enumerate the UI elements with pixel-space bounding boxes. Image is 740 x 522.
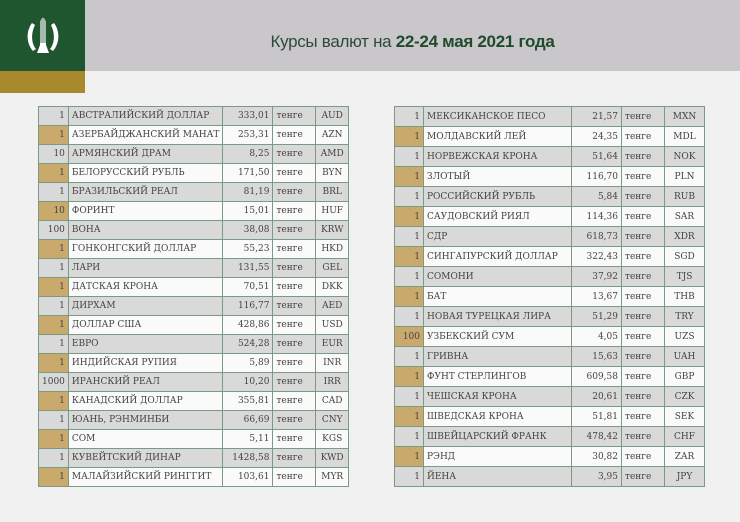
rate: 103,61 [223, 468, 273, 487]
table-row [395, 367, 705, 387]
unit: тенге [273, 297, 316, 316]
currency-code: BYN [316, 164, 349, 183]
unit: тенге [273, 107, 316, 126]
currency-code: AUD [316, 107, 349, 126]
table-row [395, 147, 705, 167]
nominal: 1 [395, 207, 424, 227]
rate: 333,01 [223, 107, 273, 126]
rate: 30,82 [572, 447, 622, 467]
rate: 70,51 [223, 278, 273, 297]
nominal: 1 [39, 335, 69, 354]
table-row [39, 411, 349, 430]
table-row [395, 107, 705, 127]
gold-strip [0, 71, 85, 93]
currency-name: ДОЛЛАР США [68, 316, 223, 335]
rate: 322,43 [572, 247, 622, 267]
unit: тенге [622, 167, 665, 187]
unit: тенге [273, 240, 316, 259]
unit: тенге [622, 187, 665, 207]
currency-code: EUR [316, 335, 349, 354]
nominal: 1 [39, 164, 69, 183]
nominal: 1 [395, 427, 424, 447]
currency-name: БАТ [424, 287, 572, 307]
table-row [395, 167, 705, 187]
table-row [395, 287, 705, 307]
currency-code: KGS [316, 430, 349, 449]
rate: 131,55 [223, 259, 273, 278]
nominal: 1000 [39, 373, 69, 392]
currency-name: ЧЕШСКАЯ КРОНА [424, 387, 572, 407]
table-row [39, 240, 349, 259]
currency-name: ИНДИЙСКАЯ РУПИЯ [68, 354, 223, 373]
table-row [395, 207, 705, 227]
rate: 355,81 [223, 392, 273, 411]
nominal: 1 [395, 127, 424, 147]
currency-name: РОССИЙСКИЙ РУБЛЬ [424, 187, 572, 207]
unit: тенге [622, 427, 665, 447]
currency-name: СИНГАПУРСКИЙ ДОЛЛАР [424, 247, 572, 267]
currency-name: МЕКСИКАНСКОЕ ПЕСО [424, 107, 572, 127]
nominal: 1 [39, 278, 69, 297]
unit: тенге [622, 127, 665, 147]
table-row [395, 447, 705, 467]
currency-name: АВСТРАЛИЙСКИЙ ДОЛЛАР [68, 107, 223, 126]
currency-name: МОЛДАВСКИЙ ЛЕЙ [424, 127, 572, 147]
table-row [395, 227, 705, 247]
table-row [39, 107, 349, 126]
nominal: 1 [39, 392, 69, 411]
rate: 609,58 [572, 367, 622, 387]
rate: 1428,58 [223, 449, 273, 468]
table-row [395, 247, 705, 267]
page-title: Курсы валют на 22-24 мая 2021 года [270, 32, 555, 51]
rate: 478,42 [572, 427, 622, 447]
nominal: 1 [395, 307, 424, 327]
currency-code: CHF [665, 427, 705, 447]
currency-name: ШВЕЙЦАРСКИЙ ФРАНК [424, 427, 572, 447]
rate: 15,63 [572, 347, 622, 367]
unit: тенге [622, 367, 665, 387]
currency-code: CAD [316, 392, 349, 411]
nominal: 1 [395, 107, 424, 127]
nominal: 1 [39, 430, 69, 449]
currency-name: ДИРХАМ [68, 297, 223, 316]
currency-code: PLN [665, 167, 705, 187]
table-row [395, 187, 705, 207]
currency-name: БЕЛОРУССКИЙ РУБЛЬ [68, 164, 223, 183]
currency-name: ГОНКОНГСКИЙ ДОЛЛАР [68, 240, 223, 259]
table-row [39, 430, 349, 449]
nominal: 1 [39, 107, 69, 126]
unit: тенге [622, 327, 665, 347]
currency-code: THB [665, 287, 705, 307]
logo [0, 0, 85, 71]
currency-code: UAH [665, 347, 705, 367]
nominal: 1 [39, 449, 69, 468]
rate: 5,11 [223, 430, 273, 449]
unit: тенге [622, 147, 665, 167]
currency-code: DKK [316, 278, 349, 297]
currency-code: JPY [665, 467, 705, 487]
rate: 428,86 [223, 316, 273, 335]
table-row [39, 221, 349, 240]
unit: тенге [273, 468, 316, 487]
currency-name: РЭНД [424, 447, 572, 467]
table-row [39, 449, 349, 468]
rate: 66,69 [223, 411, 273, 430]
unit: тенге [273, 373, 316, 392]
rate: 37,92 [572, 267, 622, 287]
currency-code: TJS [665, 267, 705, 287]
nominal: 1 [395, 447, 424, 467]
currency-name: ВОНА [68, 221, 223, 240]
unit: тенге [273, 221, 316, 240]
currency-name: АРМЯНСКИЙ ДРАМ [68, 145, 223, 164]
currency-code: AZN [316, 126, 349, 145]
unit: тенге [622, 227, 665, 247]
rate: 3,95 [572, 467, 622, 487]
unit: тенге [622, 287, 665, 307]
currency-code: INR [316, 354, 349, 373]
unit: тенге [273, 354, 316, 373]
currency-name: ЮАНЬ, РЭНМИНБИ [68, 411, 223, 430]
table-row [39, 126, 349, 145]
unit: тенге [622, 207, 665, 227]
table-row [395, 267, 705, 287]
unit: тенге [273, 316, 316, 335]
currency-name: АЗЕРБАЙДЖАНСКИЙ МАНАТ [68, 126, 223, 145]
currency-code: AED [316, 297, 349, 316]
currency-code: MYR [316, 468, 349, 487]
nominal: 1 [39, 259, 69, 278]
unit: тенге [273, 278, 316, 297]
nominal: 1 [395, 387, 424, 407]
rate: 55,23 [223, 240, 273, 259]
currency-code: CZK [665, 387, 705, 407]
table-row [39, 183, 349, 202]
currency-code: ZAR [665, 447, 705, 467]
rate: 38,08 [223, 221, 273, 240]
rate: 24,35 [572, 127, 622, 147]
currency-name: ФУНТ СТЕРЛИНГОВ [424, 367, 572, 387]
table-row [39, 202, 349, 221]
unit: тенге [622, 247, 665, 267]
nominal: 1 [395, 167, 424, 187]
currency-name: СОМОНИ [424, 267, 572, 287]
unit: тенге [273, 335, 316, 354]
currency-name: ГРИВНА [424, 347, 572, 367]
unit: тенге [273, 183, 316, 202]
table-row [39, 335, 349, 354]
rate: 51,29 [572, 307, 622, 327]
unit: тенге [273, 126, 316, 145]
rate: 51,64 [572, 147, 622, 167]
rate: 81,19 [223, 183, 273, 202]
nominal: 1 [39, 183, 69, 202]
unit: тенге [273, 202, 316, 221]
nominal: 1 [395, 147, 424, 167]
table-row [39, 354, 349, 373]
nominal: 1 [395, 467, 424, 487]
currency-code: SEK [665, 407, 705, 427]
table-row [395, 427, 705, 447]
rate: 116,70 [572, 167, 622, 187]
currency-name: ЙЕНА [424, 467, 572, 487]
table-row [39, 164, 349, 183]
unit: тенге [622, 267, 665, 287]
nominal: 1 [39, 411, 69, 430]
rate: 51,81 [572, 407, 622, 427]
nominal: 1 [39, 126, 69, 145]
rate: 8,25 [223, 145, 273, 164]
table-row [39, 316, 349, 335]
table-row [395, 467, 705, 487]
currency-name: ЗЛОТЫЙ [424, 167, 572, 187]
unit: тенге [273, 392, 316, 411]
currency-code: SGD [665, 247, 705, 267]
table-row [395, 127, 705, 147]
nominal: 100 [39, 221, 69, 240]
currency-code: KRW [316, 221, 349, 240]
unit: тенге [622, 347, 665, 367]
unit: тенге [622, 447, 665, 467]
rate: 5,89 [223, 354, 273, 373]
currency-code: KWD [316, 449, 349, 468]
currency-code: AMD [316, 145, 349, 164]
currency-code: SAR [665, 207, 705, 227]
table-row [39, 278, 349, 297]
rate: 4,05 [572, 327, 622, 347]
table-row [395, 327, 705, 347]
table-row [395, 387, 705, 407]
currency-code: HKD [316, 240, 349, 259]
unit: тенге [273, 145, 316, 164]
currency-code: MXN [665, 107, 705, 127]
unit: тенге [273, 164, 316, 183]
nominal: 10 [39, 202, 69, 221]
currency-code: XDR [665, 227, 705, 247]
rate: 524,28 [223, 335, 273, 354]
unit: тенге [622, 467, 665, 487]
currency-name: КУВЕЙТСКИЙ ДИНАР [68, 449, 223, 468]
rate: 5,84 [572, 187, 622, 207]
unit: тенге [622, 307, 665, 327]
table-row [39, 259, 349, 278]
table-row [395, 347, 705, 367]
rate: 114,36 [572, 207, 622, 227]
rates-table-right [394, 106, 705, 487]
currency-name: ЛАРИ [68, 259, 223, 278]
table-row [39, 373, 349, 392]
currency-name: ИРАНСКИЙ РЕАЛ [68, 373, 223, 392]
rate: 116,77 [223, 297, 273, 316]
nominal: 1 [395, 247, 424, 267]
rate: 253,31 [223, 126, 273, 145]
unit: тенге [273, 259, 316, 278]
nominal: 1 [395, 227, 424, 247]
nominal: 10 [39, 145, 69, 164]
rates-table-left [38, 106, 349, 487]
currency-code: BRL [316, 183, 349, 202]
currency-code: HUF [316, 202, 349, 221]
nominal: 1 [395, 347, 424, 367]
currency-code: USD [316, 316, 349, 335]
emblem-icon [23, 13, 63, 59]
currency-code: UZS [665, 327, 705, 347]
currency-code: CNY [316, 411, 349, 430]
rate: 20,61 [572, 387, 622, 407]
currency-name: СДР [424, 227, 572, 247]
currency-code: MDL [665, 127, 705, 147]
unit: тенге [273, 430, 316, 449]
unit: тенге [273, 411, 316, 430]
currency-name: УЗБЕКСКИЙ СУМ [424, 327, 572, 347]
unit: тенге [622, 107, 665, 127]
currency-code: GEL [316, 259, 349, 278]
table-row [39, 468, 349, 487]
nominal: 1 [39, 354, 69, 373]
unit: тенге [622, 387, 665, 407]
nominal: 1 [39, 468, 69, 487]
nominal: 1 [395, 367, 424, 387]
nominal: 1 [395, 407, 424, 427]
currency-name: СОМ [68, 430, 223, 449]
nominal: 1 [39, 240, 69, 259]
nominal: 1 [39, 316, 69, 335]
nominal: 1 [395, 287, 424, 307]
table-row [39, 392, 349, 411]
currency-code: IRR [316, 373, 349, 392]
currency-name: САУДОВСКИЙ РИЯЛ [424, 207, 572, 227]
rate: 171,50 [223, 164, 273, 183]
currency-code: RUB [665, 187, 705, 207]
rate: 21,57 [572, 107, 622, 127]
nominal: 1 [39, 297, 69, 316]
currency-code: TRY [665, 307, 705, 327]
rate: 13,67 [572, 287, 622, 307]
currency-name: НОВАЯ ТУРЕЦКАЯ ЛИРА [424, 307, 572, 327]
currency-name: ЕВРО [68, 335, 223, 354]
rate: 618,73 [572, 227, 622, 247]
rate: 15,01 [223, 202, 273, 221]
unit: тенге [273, 449, 316, 468]
currency-code: GBP [665, 367, 705, 387]
currency-name: ДАТСКАЯ КРОНА [68, 278, 223, 297]
currency-name: НОРВЕЖСКАЯ КРОНА [424, 147, 572, 167]
currency-name: БРАЗИЛЬСКИЙ РЕАЛ [68, 183, 223, 202]
table-row [395, 307, 705, 327]
currency-name: ШВЕДСКАЯ КРОНА [424, 407, 572, 427]
nominal: 1 [395, 267, 424, 287]
currency-name: КАНАДСКИЙ ДОЛЛАР [68, 392, 223, 411]
table-row [39, 297, 349, 316]
table-row [395, 407, 705, 427]
currency-name: МАЛАЙЗИЙСКИЙ РИНГГИТ [68, 468, 223, 487]
nominal: 100 [395, 327, 424, 347]
nominal: 1 [395, 187, 424, 207]
table-row [39, 145, 349, 164]
currency-name: ФОРИНТ [68, 202, 223, 221]
currency-code: NOK [665, 147, 705, 167]
unit: тенге [622, 407, 665, 427]
rate: 10,20 [223, 373, 273, 392]
